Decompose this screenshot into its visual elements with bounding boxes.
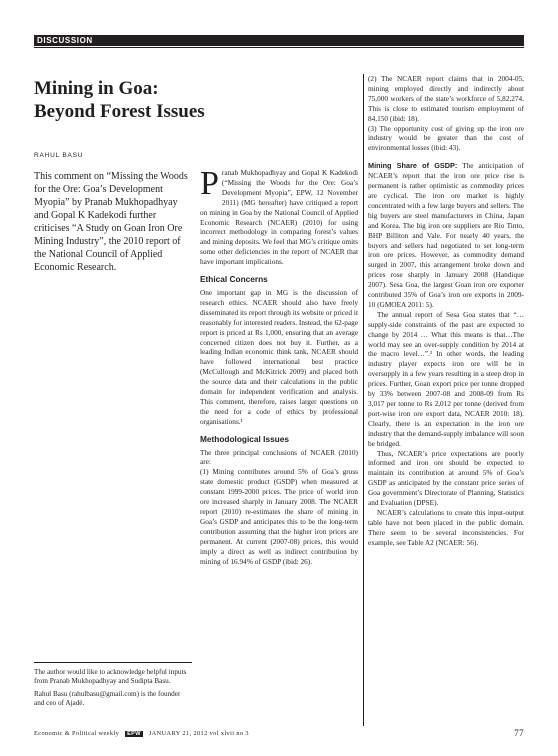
ethical-paragraph: One important gap in MG is the discussion of research ethics. NCAER should also have freely disseminated its report through its website or priced it reasonably for interested readers. Instead, the 62-page report is priced at Rs 1,000, ensuring that an average concerned citizen does not buy it. Further, as a leading Indian economic think tank, NCAER should have followed international best practice (McCullough and McKitrick 2009) and placed both the source data and their calculations in the public domain for independent verification and analysis. This comment, therefore, raises larger questions on the need for a code of ethics by professional organisations.¹ — [200, 287, 358, 426]
acknowledgement: The author would like to acknowledge helpful inputs from Pranab Mukhopadhyay and Sudipta Basu. — [34, 667, 187, 686]
author-byline: RAHUL BASU — [34, 152, 84, 159]
column-3 — [368, 74, 524, 548]
author-footnote — [34, 662, 192, 712]
column-divider — [363, 74, 364, 726]
heading-methodological-issues: Methodological Issues — [200, 433, 289, 444]
sesa-goa-paragraph: The annual report of Sesa Goa states that “…supply-side constraints of the past are expected to change by 2014 … What this means is that…The world may see an over-supply condition by 2014 at the macro level…”.² In other words, the leading industry player expects iron ore will be in oversupply in a few years resulting in a steep drop in prices. Further, Goan export price per tonne dropped by 33% between 2007-08 and 2008-09 from Rs 3,017 per tonne to Rs 2,012 per tonne (derived from port-wise iron ore export data, NCAER 2010: 18). Clearly, there is an expectation in the iron ore industry that the demand-supply imbalance will soon be bridged. — [368, 309, 524, 448]
conclusion-point-3: (3) The opportunity cost of giving up the iron ore industry would be greater than the cost of environmental losses (ibid: 43). — [368, 123, 524, 153]
column-2 — [200, 165, 358, 566]
issue-info: JANUARY 21, 2012 vol xlvii no 3 — [148, 730, 249, 737]
drop-cap: P — [200, 165, 219, 202]
price-expectation-paragraph: Thus, NCAER’s price expectations are poorly informed and iron ore should be expected to maintain its contribution at around 5% of Goa’s GSDP as anticipated by the constant price series of Goa government’s Directorate of Planning, Statistics and Evaluation (DPSE). — [368, 448, 524, 508]
heading-ethical-concerns: Ethical Concerns — [200, 274, 268, 285]
title-line-2: Beyond Forest Issues — [34, 101, 205, 122]
epw-logo: EPW — [127, 731, 141, 737]
method-intro: The three principal conclusions of NCAER (2010) are: — [200, 447, 358, 467]
mining-share-paragraph — [368, 161, 524, 310]
title-line-1: Mining in Goa: — [34, 78, 159, 99]
author-bio: Rahul Basu (rahulbasu@gmail.com) is the founder and ceo of Ajadé. — [34, 689, 181, 708]
journal-name: Economic & Political weekly — [34, 730, 120, 737]
intro-paragraph: ranab Mukhopadhyay and Gopal K Kadekodi (“Missing the Woods for the Ore: Goa’s Development Myopia”, EPW, 12 November 2011) (MG hereafter) have critiqued a report on mining in Goa by the National Council of Applied Economic Research (NCAER) (2010) for using incorrect methodology in comparing forest’s values and mining deposits. We feel that MG’s critique omits some other deficiencies in the report of NCAER that have important implications. — [200, 168, 358, 267]
conclusion-point-2: (2) The NCAER report claims that in 2004-05, mining employed directly and indirectly about 75,000 workers of the state’s workforce of 5,82,274. This is close to estimated tourism employment of 84,150 (ibid: 18). — [368, 74, 524, 123]
mining-share-text: The anticipation of NCAER’s report that the iron ore price rise is permanent is rather optimistic as commodity prices are cyclical. The iron ore market is highly concentrated with a few large buyers and sellers. The big buyers are steel manufacturers in China, Japan and Korea. The big iron ore suppliers are Rio Tinto, BHP Billiton and Vale. For nearly 40 years, the buyers and sellers had negotiated to set long-term iron ore prices. However, as commodity demand surged in 2007, this arrangement broke down and prices rose sharply in January 2008 (Handique 2007). Sesa Goa, the largest Goan iron ore exporter contributed 35% of Goa’s iron ore exports in 2009-10 (GMOEA 2011: 5). — [368, 161, 524, 309]
header-rule — [34, 47, 524, 48]
standfirst: This comment on “Missing the Woods for the Ore: Goa’s Development Myopia” by Pranab Mukhopadhyay and Gopal K Kadekodi further criticises “A Study on Goan Iron Ore Mining Industry”, the 2010 report of the National Council of Applied Economic Research. — [34, 171, 188, 273]
run-in-heading: Mining Share of GSDP: — [368, 161, 458, 171]
page-footer — [34, 730, 524, 737]
section-label: DISCUSSION — [34, 35, 524, 46]
conclusion-point-1: (1) Mining contributes around 5% of Goa’s gross state domestic product (GSDP) when measured at constant 1999-2000 prices. The price of world iron ore increased sharply in January 2008. The NCAER report (2010) re-estimates the share of mining in Goa’s GSDP and anticipates this to be the long-term contribution assuming that the higher iron prices are permanent. At current (2007-08) prices, this would imply a direct as well as indirect contribution by mining of 16.94% of GSDP (ibid: 26). — [200, 467, 358, 566]
article-title — [34, 77, 334, 123]
input-output-paragraph: NCAER’s calculations to create this input-output table have not been placed in the public domain. There seem to be several inconsistencies. For example, see Table A2 (NCAER: 56). — [368, 507, 524, 547]
page-number: 77 — [514, 728, 524, 738]
